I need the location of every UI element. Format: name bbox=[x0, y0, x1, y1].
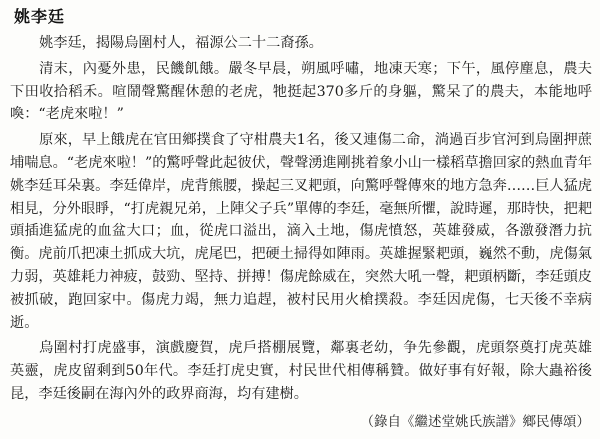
article-title: 姚李廷 bbox=[14, 7, 66, 26]
paragraph-tiger-fight: 原來，早上餓虎在官田鄉撲食了守柑農夫1名，後又連傷二命，淌過百步官河到烏圍押蔗埔喘息。“老虎來啦！”的驚呼聲此起彼伏，聲聲湧進剛挑着象小山一樣稻草擔回家的熱血青年姚李廷耳朵裏。李廷偉岸，虎背熊腰，操起三叉耙頭，向驚呼聲傳來的地方急奔……巨人猛虎相見，分外眼睜，“打虎親兄弟，上陣父子兵”單傳的李廷，毫無所懼，說時遲，那時快，把耙頭插進猛虎的血盆大口；血，從虎口溢出，滴入土地，傷虎憤怒，英雄發威，各激發潛力抗衡。虎前爪把凍土抓成大坑，虎尾巴，把硬土掃得如陣雨。英雄握緊耙頭，巍然不動，虎傷氣力弱，英雄耗力神疲，鼓勁、堅持、拼搏！傷虎餘威在，突然大吼一聲，耙頭柄斷，李廷頭皮被抓破，跑回家中。傷虎力竭，無力追趕，被村民用火槍撲殺。李廷因虎傷，七天後不幸病逝。 bbox=[10, 132, 593, 331]
paragraph-late-qing: 清末，內憂外患，民饑飢餓。嚴冬早晨，朔風呼嘯，地凍天寒；下午，風停塵息，農夫下田收拾稻禾。喧鬧聲驚醒休憩的老虎，牠挺起370多斤的身軀，驚呆了的農夫，本能地呼喚：“老虎來啦！” bbox=[10, 60, 592, 123]
article-body bbox=[10, 32, 592, 409]
source-citation: （錄自《繼述堂姚氏族譜》鄉民傳頌） bbox=[360, 414, 590, 430]
paragraph-intro: 姚李廷，揭陽烏圍村人，福源公二十二裔孫。 bbox=[39, 35, 323, 51]
paragraph-aftermath: 烏圍村打虎盛事，演戲慶賀，虎戶搭棚展覽，鄰裏老幼，争先參觀，虎頭祭奠打虎英雄英靈，虎皮留剩到50年代。李廷打虎史實，村民世代相傳稱贊。做好事有好報，除大蟲裕後昆，李廷後嗣在海內外的政界商海，均有建樹。 bbox=[10, 340, 592, 402]
